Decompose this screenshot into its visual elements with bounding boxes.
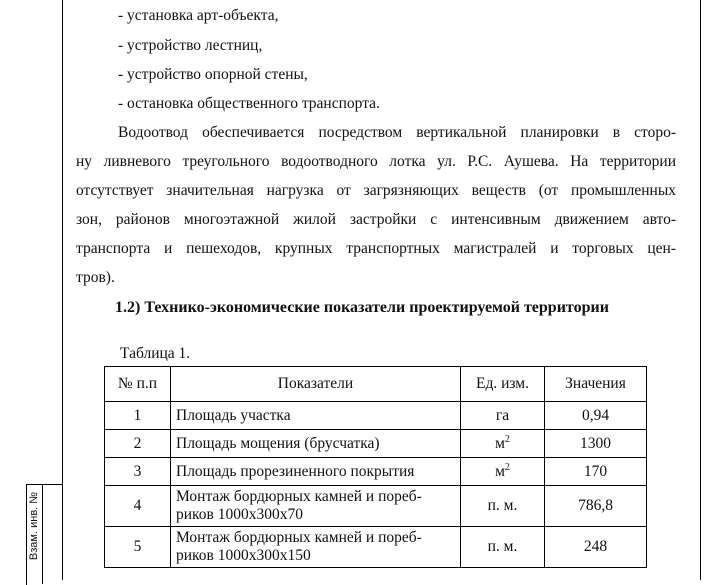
row-indicator: Площадь прорезиненного покрытия [171, 458, 461, 486]
bullet-item: - устройство опорной стены, [118, 66, 308, 83]
row-value: 170 [545, 458, 647, 486]
paragraph-line: транспорта и пешеходов, крупных транспортных магистралей и торговых цен- [76, 240, 676, 257]
title-block-stamp [26, 484, 64, 584]
row-value: 248 [545, 527, 647, 568]
row-number: 5 [105, 527, 171, 568]
paragraph-line: Водоотвод обеспечивается посредством вертикальной планировки в сторо- [118, 124, 676, 141]
row-unit: п. м. [461, 486, 545, 527]
bullet-item: - установка арт-объекта, [118, 7, 279, 24]
row-unit [461, 458, 545, 486]
row-value: 1300 [545, 430, 647, 458]
row-unit [461, 402, 545, 430]
header-cell: № п.п [105, 367, 171, 402]
stamp-divider [42, 484, 43, 584]
row-indicator [171, 527, 461, 568]
header-cell: Ед. изм. [461, 367, 545, 402]
row-value: 786,8 [545, 486, 647, 527]
paragraph-line: отсутствует значительная нагрузка от загрязняющих веществ (от промышленных [76, 182, 676, 199]
row-indicator: Площадь мощения (брусчатка) [171, 430, 461, 458]
table-row [105, 402, 647, 430]
unit-superscript: 2 [504, 461, 510, 473]
table-row [105, 486, 647, 527]
bullet-item: - остановка общественного транспорта. [118, 95, 380, 112]
right-margin-rule [700, 0, 701, 580]
unit-text: га [495, 406, 510, 424]
row-unit [461, 430, 545, 458]
row-value: 0,94 [545, 402, 647, 430]
indicator-line: Монтаж бордюрных камней и пореб- [176, 529, 422, 546]
row-number: 4 [105, 486, 171, 527]
table-row [105, 430, 647, 458]
row-number: 1 [105, 402, 171, 430]
indicator-line: Монтаж бордюрных камней и пореб- [176, 488, 422, 505]
table-caption: Таблица 1. [120, 345, 191, 362]
row-number: 3 [105, 458, 171, 486]
indicator-line: риков 1000х300х150 [176, 547, 311, 564]
header-cell: Значения [545, 367, 647, 402]
unit-superscript: 2 [504, 433, 510, 445]
unit-text: м [495, 434, 505, 452]
row-number: 2 [105, 430, 171, 458]
indicators-table [104, 366, 647, 568]
section-heading: 1.2) Технико-экономические показатели проектируемой территории [115, 299, 609, 316]
paragraph-line: ну ливневого треугольного водоотводного лотка ул. Р.С. Аушева. На территории [76, 153, 676, 170]
row-indicator [171, 486, 461, 527]
table-row [105, 527, 647, 568]
row-unit: п. м. [461, 527, 545, 568]
table-row [105, 458, 647, 486]
row-indicator: Площадь участка [171, 402, 461, 430]
unit-text: м [495, 462, 505, 480]
paragraph-line: зон, районов многоэтажной жилой застройки с интенсивным движением авто- [76, 211, 676, 228]
bullet-item: - устройство лестниц, [118, 37, 263, 54]
stamp-label: Взам. инв. № [28, 491, 40, 561]
paragraph-line: тров). [76, 269, 115, 286]
table-header-row [105, 367, 647, 402]
header-cell: Показатели [171, 367, 461, 402]
indicator-line: риков 1000х300х70 [176, 506, 303, 523]
